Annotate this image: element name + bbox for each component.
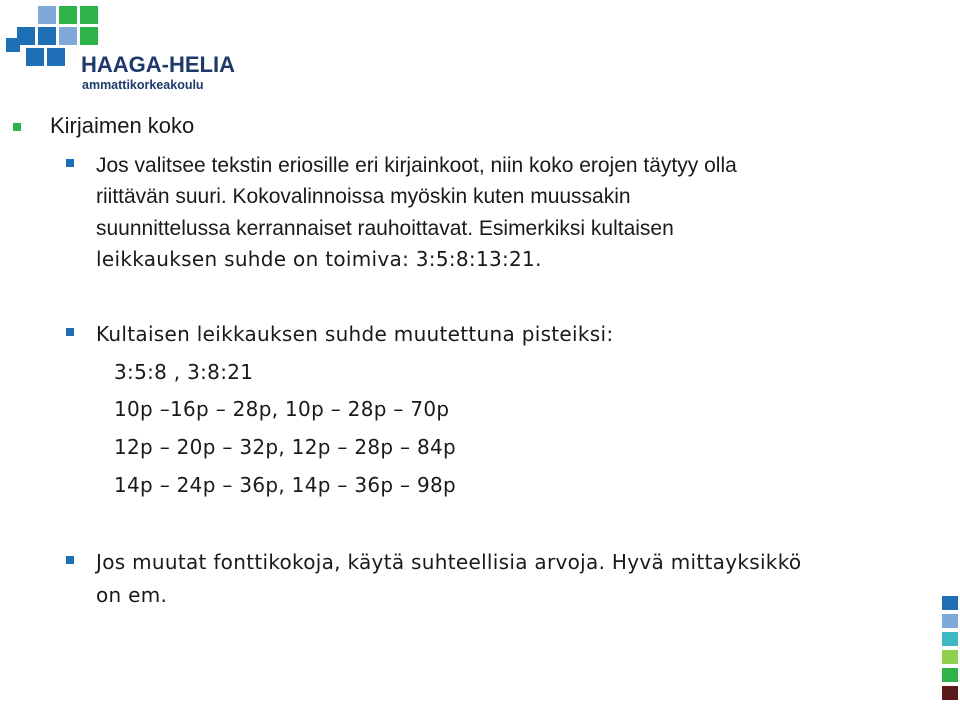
bullet-1-line: Jos valitsee tekstin eriosille eri kirjainkoot, niin koko erojen täytyy olla [96,154,737,177]
bullet-3-line: Jos muutat fonttikokoja, käytä suhteellisia arvoja. Hyvä mittayksikkö [96,550,802,574]
logo-square [80,6,98,24]
logo-subtitle: ammattikorkeakoulu [82,78,204,92]
bullet-1-text [96,150,737,275]
side-square [942,650,958,664]
logo-square [47,48,65,66]
ratio-example: 3:5:8 , 3:8:21 [114,360,254,384]
heading-bullet [13,123,21,131]
slide-heading: Kirjaimen koko [50,113,195,138]
logo-square [6,38,20,52]
ratio-example: 14p – 24p – 36p, 14p – 36p – 98p [114,473,457,497]
logo-name: HAAGA-HELIA [81,52,235,77]
logo-square [26,48,44,66]
sub-bullet [66,556,74,564]
logo-square [59,6,77,24]
bullet-2-text: Kultaisen leikkauksen suhde muutettuna pisteiksi: [96,322,614,346]
haaga-helia-logo [6,6,246,92]
sub-bullet [66,159,74,167]
ratio-example: 12p – 20p – 32p, 12p – 28p – 84p [114,435,457,459]
sub-bullet [66,328,74,336]
logo-square [38,27,56,45]
side-square [942,596,958,610]
logo-square [59,27,77,45]
side-decoration [942,596,958,704]
bullet-1-line: riittävän suuri. Kokovalinnoissa myöskin kuten muussakin [96,185,631,209]
side-square [942,632,958,646]
bullet-3-line: on em. [96,583,168,607]
bullet-3-text [96,546,801,612]
side-square [942,614,958,628]
bullet-1-line: leikkauksen suhde on toimiva: 3:5:8:13:21. [96,246,542,271]
logo-square [38,6,56,24]
side-square [942,686,958,700]
bullet-1-line: suunnittelussa kerrannaiset rauhoittavat. Esimerkiksi kultaisen [96,216,674,240]
ratio-example: 10p –16p – 28p, 10p – 28p – 70p [114,397,450,421]
logo-square [80,27,98,45]
side-square [942,668,958,682]
